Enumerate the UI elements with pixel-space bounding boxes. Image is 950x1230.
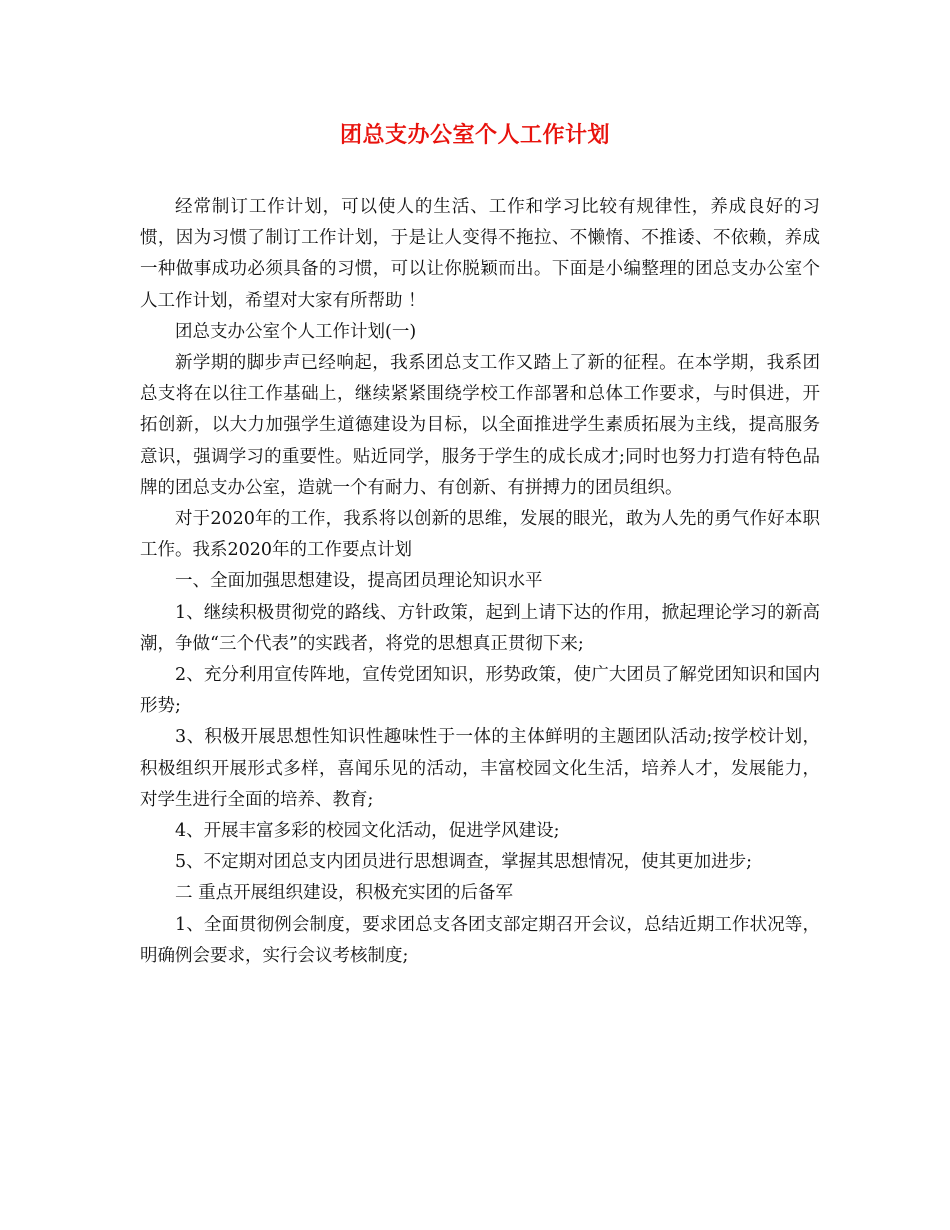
paragraph-intro: 经常制订工作计划，可以使人的生活、工作和学习比较有规律性，养成良好的习惯，因为习惯了制订工作计划，于是让人变得不拖拉、不懒惰、不推诿、不依赖，养成一种做事成功必须具备的习惯，可以让你脱颖而出。下面是小编整理的团总支办公室个人工作计划，希望对大家有所帮助 ！	[140, 197, 820, 311]
document-title: 团总支办公室个人工作计划	[339, 122, 610, 148]
document-body	[140, 192, 820, 972]
paragraph-heading-one: 一、全面加强思想建设，提高团员理论知识水平	[175, 571, 543, 592]
paragraph-heading-two: 二 重点开展组织建设，积极充实团的后备军	[175, 883, 514, 904]
list-item: 1、继续积极贯彻党的路线、方针政策，起到上请下达的作用，掀起理论学习的新高潮，争做“三个代表”的实践者，将党的思想真正贯彻下来;	[140, 602, 820, 654]
list-item: 3、积极开展思想性知识性趣味性于一体的主体鲜明的主题团队活动;按学校计划，积极组织开展形式多样，喜闻乐见的活动，丰富校园文化生活，培养人才，发展能力，对学生进行全面的培养、教育;	[140, 727, 820, 810]
paragraph-section-heading: 团总支办公室个人工作计划(一)	[175, 321, 417, 342]
list-item: 1、全面贯彻例会制度，要求团总支各团支部定期召开会议，总结近期工作状况等，明确例会要求，实行会议考核制度;	[140, 914, 820, 966]
list-item: 5、不定期对团总支内团员进行思想调查，掌握其思想情况，使其更加进步;	[175, 852, 753, 873]
paragraph: 对于2020年的工作，我系将以创新的思维，发展的眼光，敢为人先的勇气作好本职工作。我系2020年的工作要点计划	[140, 509, 820, 561]
list-item: 4、开展丰富多彩的校园文化活动，促进学风建设;	[175, 821, 560, 842]
list-item: 2、充分利用宣传阵地，宣传党团知识，形势政策，使广大团员了解党团知识和国内形势;	[140, 665, 820, 717]
paragraph: 新学期的脚步声已经响起，我系团总支工作又踏上了新的征程。在本学期，我系团总支将在以往工作基础上，继续紧紧围绕学校工作部署和总体工作要求，与时俱进，开拓创新，以大力加强学生道德建设为目标，以全面推进学生素质拓展为主线，提高服务意识，强调学习的重要性。贴近同学，服务于学生的成长成才;同时也努力打造有特色品牌的团总支办公室，造就一个有耐力、有创新、有拼搏力的团员组织。	[140, 353, 820, 498]
